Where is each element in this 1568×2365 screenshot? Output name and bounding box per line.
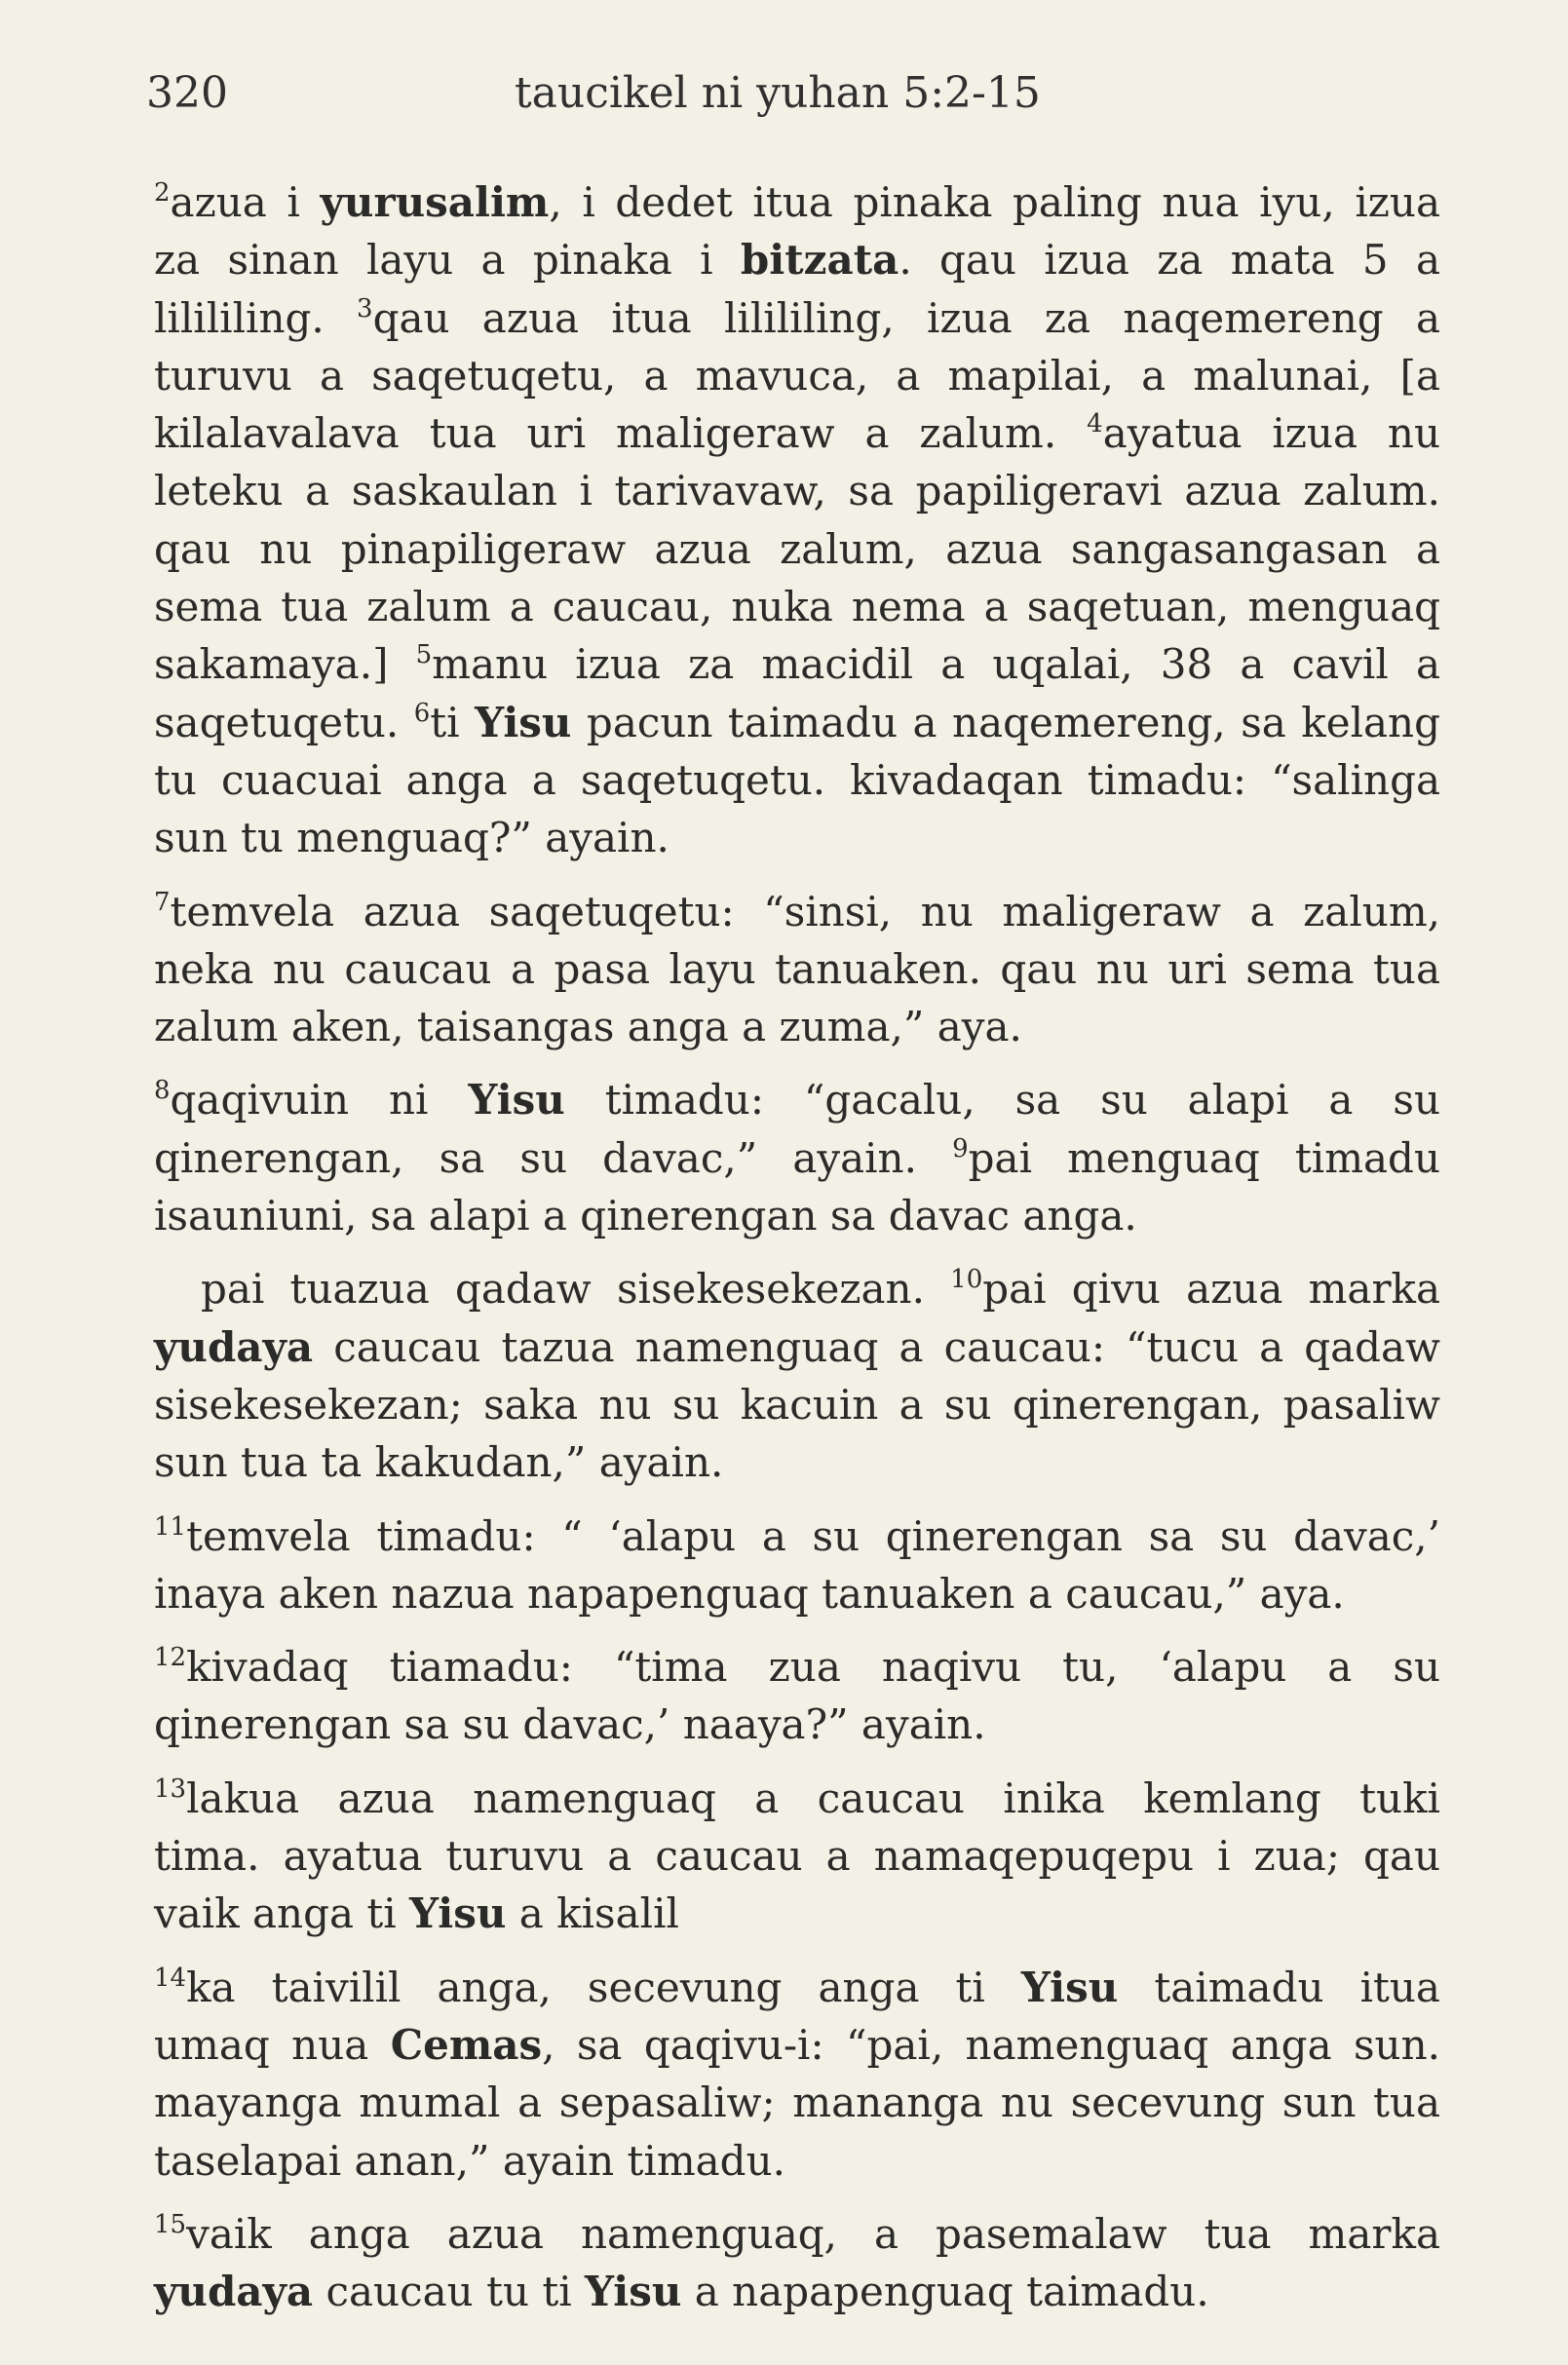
- text-line: [154, 347, 1440, 404]
- running-head: taucikel ni yuhan 5:2-15: [515, 68, 1041, 118]
- verse-text: temvela timadu: “ ‘alapu a su qinerengan sa su davac,’: [186, 1511, 1440, 1560]
- text-line: [154, 1507, 1440, 1565]
- text-line: [154, 1376, 1440, 1433]
- verse-text: qinerengan, sa su davac,” ayain.: [154, 1133, 953, 1182]
- verse-text: pai tuazua qadaw sisekesekezan.: [201, 1265, 951, 1314]
- text-line: [154, 2132, 1440, 2190]
- verse-text: temvela azua saqetuqetu: “sinsi, nu maligeraw a zalum,: [170, 887, 1440, 935]
- proper-name: bitzata: [740, 236, 899, 285]
- proper-name: Yisu: [1020, 1963, 1119, 2011]
- text-line: [154, 173, 1440, 231]
- verse-text: za sinan layu a pinaka i: [154, 236, 741, 285]
- verse-text: qau azua itua lilililing, izua za naqemereng a: [372, 293, 1440, 342]
- text-line: [154, 1260, 1440, 1317]
- verse-number: 10: [950, 1265, 983, 1295]
- verse-text: sun tua ta kakudan,” ayain.: [154, 1438, 724, 1487]
- verse-text: mayanga mumal a sepasaliw; mananga nu secevung sun tua: [154, 2079, 1440, 2127]
- text-line: [154, 1770, 1440, 1827]
- text-line: [154, 1827, 1440, 1885]
- proper-name: yudaya: [154, 2268, 314, 2316]
- text-line: [154, 289, 1440, 347]
- verse-text: taselapai anan,” ayain timadu.: [154, 2136, 785, 2185]
- text-line: [154, 1187, 1440, 1244]
- verse-text: , sa qaqivu-i: “pai, namenguaq anga sun.: [542, 2020, 1440, 2069]
- text-line: [154, 694, 1440, 751]
- text-line: [154, 1638, 1440, 1696]
- text-line: [154, 635, 1440, 693]
- verse-text: pacun taimadu a naqemereng, sa kelang: [571, 698, 1440, 746]
- text-line: [154, 1318, 1440, 1376]
- verse-text: neka nu caucau a pasa layu tanuaken. qau nu uri sema tua: [154, 944, 1440, 993]
- verse-number: 8: [154, 1076, 171, 1106]
- text-line: [154, 751, 1440, 809]
- verse-text: sun tu menguaq?” ayain.: [154, 814, 669, 862]
- text-line: [154, 1565, 1440, 1622]
- verse-text: leteku a saskaulan i tarivavaw, sa papiligeravi azua zalum.: [154, 467, 1440, 515]
- verse-text: manu izua za macidil a uqalai, 38 a cavil a: [432, 640, 1440, 689]
- paragraph-gap: [154, 2190, 1440, 2205]
- verse-text: qinerengan sa su davac,’ naaya?” ayain.: [154, 1700, 986, 1749]
- verse-text: tu cuacuai anga a saqetuqetu. kivadaqan timadu: “salinga: [154, 755, 1440, 804]
- verse-text: ka taivilil anga, secevung anga ti: [186, 1963, 1021, 2011]
- verse-number: 6: [413, 698, 431, 728]
- page-number: 320: [146, 68, 228, 118]
- verse-text: turuvu a saqetuqetu, a mavuca, a mapilai, a malunai, [a: [154, 351, 1440, 400]
- verse-number: 13: [154, 1774, 187, 1804]
- proper-name: yudaya: [154, 1322, 314, 1371]
- text-line: [154, 462, 1440, 519]
- verse-text: a napapenguaq taimadu.: [681, 2268, 1209, 2316]
- verse-text: vaik anga ti: [154, 1889, 410, 1938]
- verse-text: pai menguaq timadu: [968, 1133, 1440, 1182]
- verse-text: qaqivuin ni: [170, 1076, 469, 1125]
- paragraph-gap: [154, 1492, 1440, 1507]
- verse-text: taimadu itua: [1118, 1963, 1440, 2011]
- verse-text: kivadaq tiamadu: “tima zua naqivu tu, ‘alapu a su: [186, 1643, 1440, 1692]
- paragraph-gap: [154, 1622, 1440, 1638]
- proper-name: Yisu: [468, 1076, 565, 1125]
- proper-name: yurusalim: [320, 178, 550, 226]
- text-line: [154, 2074, 1440, 2131]
- verse-text: saqetuqetu.: [154, 698, 414, 746]
- text-line: [154, 404, 1440, 462]
- verse-text: lakua azua namenguaq a caucau inika kemlang tuki: [186, 1774, 1440, 1822]
- verse-text: . qau izua za mata 5 a: [899, 236, 1440, 285]
- verse-text: , i dedet itua pinaka paling nua iyu, izua: [549, 178, 1440, 226]
- verse-number: 14: [154, 1963, 187, 1993]
- paragraph-gap: [154, 1943, 1440, 1959]
- text-line: [154, 940, 1440, 998]
- verse-text: inaya aken nazua napapenguaq tanuaken a caucau,” aya.: [154, 1569, 1345, 1618]
- verse-text: a kisalil: [506, 1889, 679, 1938]
- verse-number: 4: [1087, 409, 1103, 439]
- verse-text: lilililing.: [154, 293, 358, 342]
- text-line: [154, 520, 1440, 578]
- text-line: [154, 883, 1440, 940]
- verse-number: 7: [154, 887, 171, 917]
- paragraph-gap: [154, 1055, 1440, 1071]
- paragraph-gap: [154, 1754, 1440, 1770]
- verse-text: qau nu pinapiligeraw azua zalum, azua sangasangasan a: [154, 524, 1440, 573]
- text-line: [154, 2016, 1440, 2074]
- verse-text: umaq nua: [154, 2020, 391, 2069]
- text-line: [154, 998, 1440, 1055]
- verse-number: 3: [357, 293, 373, 324]
- text-line: [154, 1959, 1440, 2016]
- text-line: [154, 2205, 1440, 2263]
- verse-number: 11: [154, 1511, 187, 1542]
- text-line: [154, 1129, 1440, 1187]
- verse-text: vaik anga azua namenguaq, a pasemalaw tua marka: [186, 2209, 1440, 2258]
- verse-text: isauniuni, sa alapi a qinerengan sa davac anga.: [154, 1192, 1137, 1240]
- text-line: [154, 578, 1440, 635]
- verse-text: ti: [430, 698, 476, 746]
- paragraph-gap: [154, 867, 1440, 883]
- verse-text: ayatua izua nu: [1102, 409, 1440, 458]
- proper-name: Yisu: [475, 698, 572, 746]
- verse-text: azua i: [170, 178, 321, 226]
- text-line: [154, 1071, 1440, 1128]
- verse-text: caucau tazua namenguaq a caucau: “tucu a qadaw: [313, 1322, 1440, 1371]
- text-line: [154, 2263, 1440, 2320]
- verse-number: 15: [154, 2209, 187, 2239]
- verse-text: sakamaya.]: [154, 640, 416, 689]
- verse-number: 2: [154, 177, 171, 208]
- verse-text: tima. ayatua turuvu a caucau a namaqepuqepu i zua; qau: [154, 1832, 1440, 1881]
- verse-text: timadu: “gacalu, sa su alapi a su: [564, 1076, 1440, 1125]
- verse-number: 9: [952, 1133, 969, 1163]
- proper-name: Yisu: [409, 1889, 507, 1938]
- paragraph-gap: [154, 1244, 1440, 1260]
- verse-text: zalum aken, taisangas anga a zuma,” aya.: [154, 1003, 1022, 1051]
- text-line: [154, 809, 1440, 866]
- verse-text: sisekesekezan; saka nu su kacuin a su qinerengan, pasaliw: [154, 1380, 1440, 1429]
- proper-name: Yisu: [585, 2268, 682, 2316]
- verse-text: sema tua zalum a caucau, nuka nema a saqetuan, menguaq: [154, 583, 1440, 631]
- text-line: [154, 1433, 1440, 1491]
- text-line: [154, 231, 1440, 288]
- scripture-text: [154, 173, 1440, 2320]
- text-line: [154, 1696, 1440, 1753]
- verse-text: pai qivu azua marka: [982, 1265, 1441, 1314]
- verse-number: 5: [415, 640, 433, 670]
- verse-text: kilalavalava tua uri maligeraw a zalum.: [154, 409, 1088, 458]
- verse-text: caucau tu ti: [313, 2268, 586, 2316]
- verse-number: 12: [154, 1643, 187, 1673]
- text-line: [154, 1885, 1440, 1942]
- proper-name: Cemas: [390, 2020, 543, 2069]
